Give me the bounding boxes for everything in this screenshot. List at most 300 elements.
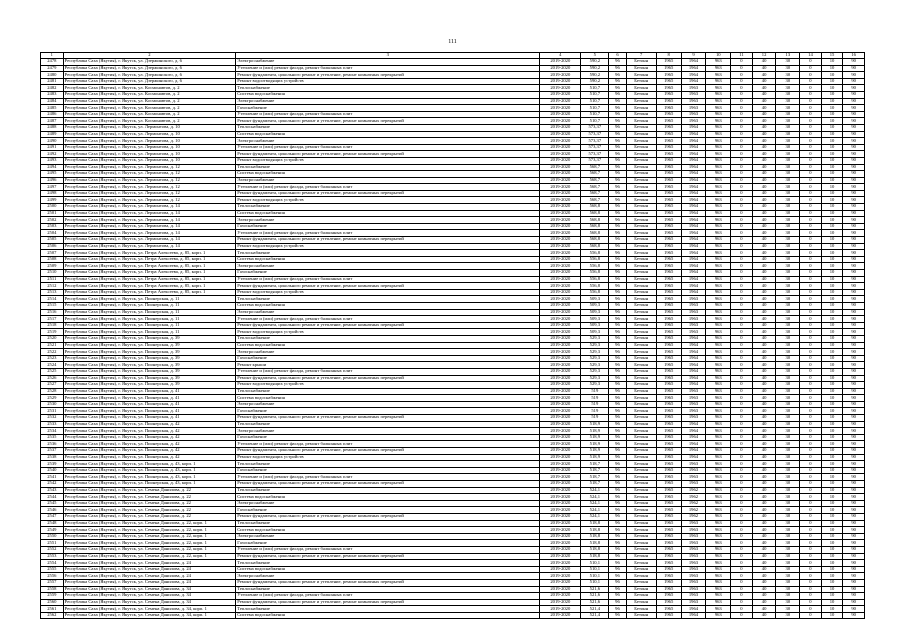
table-cell: 963 (706, 494, 731, 501)
table-cell: 568,7 (581, 177, 609, 184)
table-cell: 518,8 (581, 540, 609, 547)
table-cell: Бетонн (626, 375, 656, 382)
table-cell: 0 (731, 270, 753, 277)
table-cell: 30 (776, 599, 800, 606)
table-cell: 30 (776, 415, 800, 422)
table-row (41, 494, 865, 501)
table-cell: 40 (752, 566, 776, 573)
table-cell: 40 (752, 171, 776, 178)
table-cell: 2019-2020 (540, 612, 581, 619)
table-cell: 510,1 (581, 560, 609, 567)
table-cell: 963 (706, 513, 731, 520)
table-cell: 90 (843, 171, 865, 178)
table-cell: Бетонн (626, 434, 656, 441)
table-cell: 90 (843, 98, 865, 105)
column-header: 7 (626, 53, 656, 59)
table-cell: 1964 (681, 289, 706, 296)
table-cell: Бетонн (626, 362, 656, 369)
table-cell: Бетонн (626, 566, 656, 573)
table-cell: 0 (800, 65, 822, 72)
table-cell: 521,4 (581, 612, 609, 619)
table-cell: 2511 (41, 276, 64, 283)
table-cell: 556,8 (581, 276, 609, 283)
table-cell: 96 (609, 573, 626, 580)
table-row (41, 144, 865, 151)
table-cell: 96 (609, 612, 626, 619)
table-cell: 2544 (41, 494, 64, 501)
table-cell: 90 (843, 217, 865, 224)
table-cell: Бетонн (626, 289, 656, 296)
table-cell: 2019-2020 (540, 138, 581, 145)
table-cell: 0 (731, 586, 753, 593)
table-cell: 96 (609, 494, 626, 501)
table-cell: 573,37 (581, 124, 609, 131)
column-header: 2 (63, 53, 236, 59)
table-cell: 10 (821, 540, 843, 547)
table-row (41, 309, 865, 316)
table-cell: Республика Саха (Якутия), г. Якутск, ул. Лермонтова, д. 12 (63, 177, 236, 184)
table-cell: 0 (731, 204, 753, 211)
table-cell: Республика Саха (Якутия), г. Якутск, ул. Семена Данилова, д. 34 (63, 593, 236, 600)
table-cell: Республика Саха (Якутия), г. Якутск, ул. Космонавтов, д. 2 (63, 85, 236, 92)
table-cell: 1963 (681, 105, 706, 112)
table-cell: Бетонн (626, 408, 656, 415)
table-cell: Бетонн (626, 283, 656, 290)
table-cell: 2532 (41, 415, 64, 422)
table-cell: Ремонт фундамента, цокольного ремонт и утепление, ремонт комнатных перекрытий (236, 322, 540, 329)
table-cell: 963 (706, 164, 731, 171)
table-cell: 0 (731, 177, 753, 184)
table-cell: 2503 (41, 223, 64, 230)
table-cell: 1963 (681, 467, 706, 474)
table-cell: 30 (776, 270, 800, 277)
table-cell: 2019-2020 (540, 586, 581, 593)
table-cell: 30 (776, 237, 800, 244)
table-cell: Система водоснабжения (236, 256, 540, 263)
table-cell: 963 (706, 401, 731, 408)
table-cell: Бетонн (626, 184, 656, 191)
table-cell: 510,1 (581, 579, 609, 586)
table-cell: 2517 (41, 316, 64, 323)
table-cell: Республика Саха (Якутия), г. Якутск, ул. Семена Данилова, д. 22, корп. 1 (63, 520, 236, 527)
table-cell: 10 (821, 461, 843, 468)
table-cell: 0 (800, 612, 822, 619)
table-cell: 963 (706, 533, 731, 540)
table-cell: 0 (800, 171, 822, 178)
table-cell: 90 (843, 342, 865, 349)
table-cell: 2479 (41, 65, 64, 72)
table-cell: 90 (843, 388, 865, 395)
table-cell: 0 (731, 157, 753, 164)
table-cell: 90 (843, 527, 865, 534)
table-cell: 963 (706, 171, 731, 178)
table-cell: 1965 (656, 507, 681, 514)
table-cell: 30 (776, 382, 800, 389)
table-cell: 96 (609, 388, 626, 395)
table-cell: 90 (843, 421, 865, 428)
table-cell: 40 (752, 138, 776, 145)
table-cell: 0 (800, 302, 822, 309)
table-cell: 1964 (681, 210, 706, 217)
table-cell: 40 (752, 461, 776, 468)
table-cell: Республика Саха (Якутия), г. Якутск, ул. Лермонтова, д. 10 (63, 144, 236, 151)
table-cell: 96 (609, 487, 626, 494)
table-cell: 30 (776, 593, 800, 600)
table-cell: 96 (609, 270, 626, 277)
table-cell: Бетонн (626, 494, 656, 501)
table-cell: 1964 (681, 256, 706, 263)
table-cell: 2019-2020 (540, 197, 581, 204)
table-cell: 0 (731, 454, 753, 461)
table-cell: 1965 (656, 395, 681, 402)
table-cell: Ремонт фундамента, цокольного ремонт и утепление, ремонт комнатных перекрытий (236, 481, 540, 488)
table-cell: Бетонн (626, 355, 656, 362)
table-cell: Республика Саха (Якутия), г. Якутск, ул. Пионерская, д. 43, корп. 1 (63, 467, 236, 474)
table-cell: Бетонн (626, 415, 656, 422)
table-cell: 40 (752, 204, 776, 211)
table-cell: 2561 (41, 606, 64, 613)
table-cell: 10 (821, 586, 843, 593)
table-cell: 30 (776, 461, 800, 468)
table-cell: 0 (731, 256, 753, 263)
table-cell: 2019-2020 (540, 131, 581, 138)
table-cell: Теплоснабжение (236, 461, 540, 468)
table-cell: 30 (776, 362, 800, 369)
table-cell: 963 (706, 118, 731, 125)
table-cell: Республика Саха (Якутия), г. Якутск, ул. Пионерская, д. 11 (63, 302, 236, 309)
table-cell: Утепление и (или) ремонт фасада, ремонт балконных плит (236, 184, 540, 191)
table-cell: 2540 (41, 467, 64, 474)
table-cell: 40 (752, 98, 776, 105)
table-cell: 963 (706, 487, 731, 494)
table-cell: 30 (776, 263, 800, 270)
table-cell: 40 (752, 382, 776, 389)
table-cell: 40 (752, 540, 776, 547)
table-cell: 2019-2020 (540, 606, 581, 613)
table-cell: 573,37 (581, 144, 609, 151)
table-cell: 1963 (681, 322, 706, 329)
table-cell: 1964 (681, 382, 706, 389)
table-cell: Электроснабжение (236, 98, 540, 105)
table-cell: 568,7 (581, 197, 609, 204)
table-cell: Теплоснабжение (236, 520, 540, 527)
table-cell: 1964 (681, 434, 706, 441)
table-cell: Республика Саха (Якутия), г. Якутск, ул. Лермонтова, д. 14 (63, 237, 236, 244)
table-cell: 96 (609, 65, 626, 72)
table-cell: 1964 (681, 606, 706, 613)
table-cell: 96 (609, 164, 626, 171)
column-header: 1 (41, 53, 64, 59)
table-cell: Республика Саха (Якутия), г. Якутск, ул. Петра Алексеева, д. 85, корп. 1 (63, 289, 236, 296)
table-cell: 0 (731, 382, 753, 389)
table-cell: 1965 (656, 401, 681, 408)
table-cell: 518,9 (581, 421, 609, 428)
table-cell: 90 (843, 210, 865, 217)
table-cell: Теплоснабжение (236, 586, 540, 593)
table-cell: 1963 (681, 579, 706, 586)
table-row (41, 382, 865, 389)
table-cell: 2019-2020 (540, 342, 581, 349)
table-cell: 0 (800, 382, 822, 389)
table-cell: 0 (731, 184, 753, 191)
table-cell: 40 (752, 263, 776, 270)
table-cell: 0 (800, 362, 822, 369)
table-cell: 10 (821, 368, 843, 375)
table-cell: 1963 (681, 593, 706, 600)
table-cell: 0 (800, 276, 822, 283)
table-cell: 1965 (656, 487, 681, 494)
table-cell: 96 (609, 111, 626, 118)
table-cell: Республика Саха (Якутия), г. Якутск, ул. Пионерская, д. 42 (63, 441, 236, 448)
table-cell: 10 (821, 401, 843, 408)
table-cell: 0 (731, 144, 753, 151)
table-cell: 1965 (656, 448, 681, 455)
table-cell: 1965 (656, 408, 681, 415)
table-cell: 40 (752, 467, 776, 474)
table-cell: 524,1 (581, 500, 609, 507)
table-cell: 1965 (656, 322, 681, 329)
table-cell: 96 (609, 375, 626, 382)
table-cell: 1963 (681, 296, 706, 303)
table-cell: 568,7 (581, 184, 609, 191)
table-cell: 90 (843, 184, 865, 191)
table-cell: Бетонн (626, 190, 656, 197)
table-cell: Ремонт фундамента, цокольного ремонт и утепление, ремонт комнатных перекрытий (236, 553, 540, 560)
table-cell: 1963 (681, 91, 706, 98)
table-cell: 96 (609, 204, 626, 211)
table-cell: 10 (821, 230, 843, 237)
table-cell: 2019-2020 (540, 190, 581, 197)
table-cell: 96 (609, 428, 626, 435)
table-cell: 0 (731, 494, 753, 501)
table-row (41, 204, 865, 211)
table-cell: 963 (706, 302, 731, 309)
table-cell: 1965 (656, 65, 681, 72)
table-cell: 1963 (681, 388, 706, 395)
table-cell: 90 (843, 124, 865, 131)
table-row (41, 408, 865, 415)
table-cell: 0 (731, 190, 753, 197)
table-cell: 0 (800, 500, 822, 507)
table-cell: 1964 (681, 355, 706, 362)
table-cell: 0 (731, 461, 753, 468)
table-cell: 2019-2020 (540, 566, 581, 573)
table-row (41, 612, 865, 619)
table-cell: Ремонт фундамента, цокольного ремонт и утепление, ремонт комнатных перекрытий (236, 579, 540, 586)
table-cell: 2019-2020 (540, 217, 581, 224)
table-cell: 1965 (656, 362, 681, 369)
table-cell: 96 (609, 527, 626, 534)
table-cell: 963 (706, 507, 731, 514)
table-cell: Республика Саха (Якутия), г. Якутск, ул. Космонавтов, д. 2 (63, 118, 236, 125)
table-cell: 963 (706, 329, 731, 336)
table-cell: 1965 (656, 520, 681, 527)
table-cell: 90 (843, 494, 865, 501)
table-cell: 0 (800, 184, 822, 191)
table-row (41, 302, 865, 309)
table-cell: 0 (800, 105, 822, 112)
table-cell: 96 (609, 124, 626, 131)
table-cell: 529,3 (581, 368, 609, 375)
table-cell: 30 (776, 78, 800, 85)
table-row (41, 467, 865, 474)
table-cell: Бетонн (626, 513, 656, 520)
table-cell: 2543 (41, 487, 64, 494)
table-cell: Бетонн (626, 421, 656, 428)
table-cell: 10 (821, 375, 843, 382)
table-cell: 40 (752, 329, 776, 336)
table-cell: 96 (609, 434, 626, 441)
table-cell: Республика Саха (Якутия), г. Якутск, ул. Семена Данилова, д. 22 (63, 500, 236, 507)
table-cell: 0 (731, 223, 753, 230)
table-cell: 963 (706, 586, 731, 593)
table-cell: 2547 (41, 513, 64, 520)
table-cell: 40 (752, 151, 776, 158)
table-cell: 0 (800, 85, 822, 92)
table-cell: 963 (706, 395, 731, 402)
table-cell: 0 (800, 533, 822, 540)
table-cell: 963 (706, 237, 731, 244)
table-cell: 30 (776, 283, 800, 290)
table-cell: 96 (609, 448, 626, 455)
table-cell: 0 (731, 428, 753, 435)
table-cell: 2019-2020 (540, 415, 581, 422)
table-row (41, 454, 865, 461)
table-cell: 10 (821, 527, 843, 534)
table-cell: 2019-2020 (540, 507, 581, 514)
table-cell: 0 (800, 197, 822, 204)
table-cell: 2498 (41, 190, 64, 197)
table-cell: 96 (609, 474, 626, 481)
table-cell: 1965 (656, 302, 681, 309)
table-cell: 963 (706, 190, 731, 197)
table-cell: Бетонн (626, 59, 656, 66)
table-cell: 10 (821, 487, 843, 494)
table-cell: Электроснабжение (236, 138, 540, 145)
table-cell: 1964 (681, 164, 706, 171)
table-row (41, 342, 865, 349)
table-cell: Система водоснабжения (236, 395, 540, 402)
table-cell: Утепление и (или) ремонт фасада, ремонт балконных плит (236, 230, 540, 237)
table-cell: 10 (821, 560, 843, 567)
table-cell: 2551 (41, 540, 64, 547)
table-cell: 10 (821, 335, 843, 342)
table-cell: 2019-2020 (540, 540, 581, 547)
table-cell: 2019-2020 (540, 204, 581, 211)
table-cell: 1964 (681, 283, 706, 290)
table-cell: 0 (731, 302, 753, 309)
table-cell: 2019-2020 (540, 256, 581, 263)
table-cell: 0 (731, 441, 753, 448)
table-cell: Теплоснабжение (236, 335, 540, 342)
table-cell: 1965 (656, 513, 681, 520)
table-cell: 521,6 (581, 586, 609, 593)
table-cell: Утепление и (или) ремонт фасада, ремонт балконных плит (236, 111, 540, 118)
table-cell: 30 (776, 157, 800, 164)
table-cell: 1965 (656, 98, 681, 105)
column-header: 12 (752, 53, 776, 59)
table-cell: 40 (752, 243, 776, 250)
table-cell: 2019-2020 (540, 408, 581, 415)
table-cell: 1965 (656, 289, 681, 296)
table-cell: 10 (821, 190, 843, 197)
table-cell: 90 (843, 118, 865, 125)
table-cell: 963 (706, 579, 731, 586)
table-cell: 0 (731, 342, 753, 349)
table-row (41, 85, 865, 92)
table-cell: 0 (731, 362, 753, 369)
table-cell: 90 (843, 553, 865, 560)
table-cell: 0 (800, 256, 822, 263)
table-cell: 0 (800, 111, 822, 118)
table-cell: 96 (609, 415, 626, 422)
table-cell: Ремонт фундамента, цокольного ремонт и утепление, ремонт комнатных перекрытий (236, 599, 540, 606)
table-cell: Система водоснабжения (236, 302, 540, 309)
table-cell: 2536 (41, 441, 64, 448)
table-cell: 10 (821, 428, 843, 435)
table-cell: 963 (706, 500, 731, 507)
table-cell: 0 (800, 98, 822, 105)
table-cell: 2500 (41, 204, 64, 211)
table-cell: 556,8 (581, 283, 609, 290)
table-cell: 30 (776, 124, 800, 131)
table-cell: 30 (776, 481, 800, 488)
table-row (41, 105, 865, 112)
table-cell: Ремонт фундамента, цокольного ремонт и утепление, ремонт комнатных перекрытий (236, 448, 540, 455)
table-cell: Республика Саха (Якутия), г. Якутск, ул. Семена Данилова, д. 24 (63, 566, 236, 573)
table-cell: Бетонн (626, 553, 656, 560)
table-cell: Бетонн (626, 540, 656, 547)
table-cell: Бетонн (626, 177, 656, 184)
table-cell: Республика Саха (Якутия), г. Якутск, ул. Пионерская, д. 39 (63, 375, 236, 382)
table-cell: 1963 (681, 309, 706, 316)
table-cell: 0 (731, 85, 753, 92)
table-cell: 96 (609, 500, 626, 507)
table-cell: 1963 (681, 481, 706, 488)
table-cell: Ремонт фундамента, цокольного ремонт и утепление, ремонт комнатных перекрытий (236, 283, 540, 290)
table-row (41, 111, 865, 118)
table-cell: 1963 (681, 540, 706, 547)
table-cell: Республика Саха (Якутия), г. Якутск, ул. Лермонтова, д. 12 (63, 190, 236, 197)
table-cell: 40 (752, 276, 776, 283)
table-row (41, 217, 865, 224)
table-cell: 2019-2020 (540, 579, 581, 586)
table-cell: 96 (609, 467, 626, 474)
table-cell: Ремонт водоотводящих устройств (236, 197, 540, 204)
table-cell: 96 (609, 368, 626, 375)
table-cell: 2019-2020 (540, 448, 581, 455)
table-cell: Бетонн (626, 474, 656, 481)
table-cell: 518,9 (581, 448, 609, 455)
table-cell: 1964 (681, 131, 706, 138)
table-row (41, 566, 865, 573)
table-cell: Бетонн (626, 302, 656, 309)
table-cell: Электроснабжение (236, 500, 540, 507)
table-cell: 2019-2020 (540, 296, 581, 303)
table-cell: Газоснабжение (236, 467, 540, 474)
table-row (41, 355, 865, 362)
table-cell: 1963 (681, 566, 706, 573)
table-cell: 0 (731, 217, 753, 224)
table-cell: 10 (821, 329, 843, 336)
table-cell: 0 (731, 197, 753, 204)
table-row (41, 579, 865, 586)
table-cell: Республика Саха (Якутия), г. Якутск, ул. Пионерская, д. 11 (63, 329, 236, 336)
table-cell: 0 (731, 573, 753, 580)
table-cell: 40 (752, 177, 776, 184)
table-cell: 2514 (41, 296, 64, 303)
table-cell: 10 (821, 171, 843, 178)
